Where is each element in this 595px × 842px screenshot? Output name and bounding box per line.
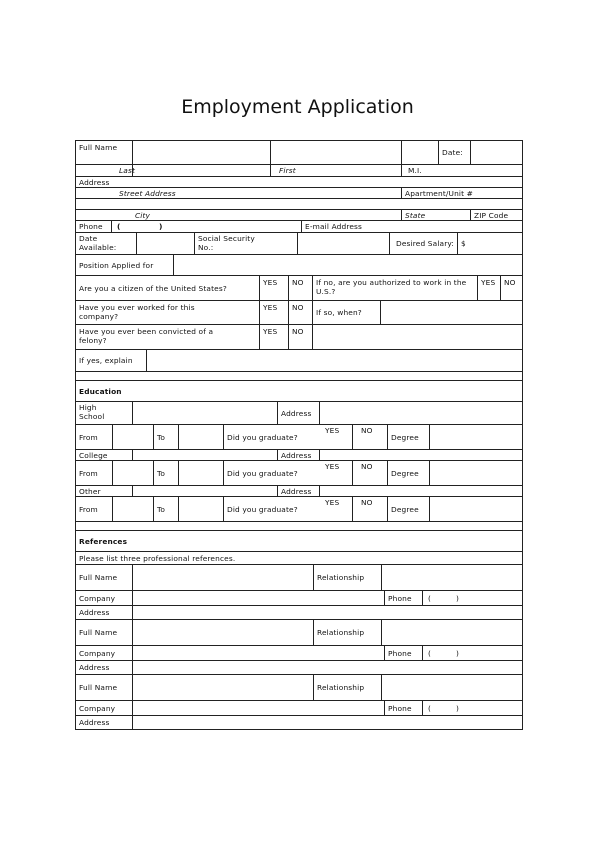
ref2-company-row <box>75 645 523 660</box>
ref1-address-label: Address <box>79 608 110 617</box>
other-address-field[interactable] <box>319 486 522 496</box>
address-row <box>75 176 523 187</box>
college-from-field[interactable] <box>112 461 153 485</box>
high-school-address-field[interactable] <box>319 402 522 424</box>
ref3-full-name-field[interactable] <box>132 675 313 700</box>
college-graduate-no[interactable]: NO <box>352 461 387 485</box>
ref3-address-label: Address <box>79 718 110 727</box>
ref3-phone-field[interactable]: ( ) <box>422 701 522 715</box>
education-heading-row <box>75 380 523 401</box>
ref2-full-name-label: Full Name <box>79 628 118 637</box>
salary-field[interactable] <box>457 233 522 254</box>
first-hint: First <box>270 165 401 176</box>
last-name-field[interactable] <box>132 141 270 164</box>
worked-before-question: Have you ever worked for this company? <box>79 303 195 321</box>
felony-no[interactable]: NO <box>288 325 312 349</box>
references-heading-row <box>75 530 523 551</box>
explain-row <box>75 349 523 371</box>
page-title: Employment Application <box>181 96 414 118</box>
education-heading: Education <box>79 386 122 396</box>
ref2-name-row <box>75 619 523 645</box>
position-row <box>75 254 523 275</box>
ref2-full-name-field[interactable] <box>132 620 313 645</box>
college-label: College <box>79 451 108 460</box>
college-to-field[interactable] <box>178 461 223 485</box>
address-line2-row[interactable] <box>75 198 523 209</box>
ref2-phone-field[interactable]: ( ) <box>422 646 522 660</box>
street-hint-row <box>75 187 523 198</box>
ref1-relationship-label: Relationship <box>313 565 381 590</box>
citizen-no[interactable]: NO <box>288 276 312 300</box>
ref3-phone-label: Phone <box>384 701 422 715</box>
college-graduate-yes[interactable]: YES <box>325 462 340 471</box>
salary-symbol: $ <box>461 239 466 248</box>
other-label: Other <box>79 487 101 496</box>
references-heading: References <box>79 536 128 546</box>
college-from-label: From <box>79 468 98 478</box>
other-graduate-label: Did you graduate? <box>223 497 322 521</box>
spacer-row <box>75 371 523 380</box>
ref1-company-field[interactable] <box>132 591 384 605</box>
high-school-address-label: Address <box>277 402 319 424</box>
high-school-dates-row <box>75 424 523 449</box>
college-dates-row <box>75 460 523 485</box>
date-label: Date: <box>438 141 470 164</box>
ref3-relationship-field[interactable] <box>381 675 522 700</box>
college-degree-label: Degree <box>387 461 429 485</box>
if-yes-explain-label: If yes, explain <box>79 356 133 365</box>
ref3-full-name-label: Full Name <box>79 683 118 692</box>
ref2-address-field[interactable] <box>132 661 522 674</box>
other-to-field[interactable] <box>178 497 223 521</box>
street-address-hint: Street Address <box>119 189 176 198</box>
ref3-address-field[interactable] <box>132 716 522 729</box>
zip-hint: ZIP Code <box>470 210 522 220</box>
college-graduate-label: Did you graduate? <box>223 461 322 485</box>
state-hint: State <box>401 210 470 220</box>
position-label: Position Applied for <box>79 260 154 270</box>
position-field[interactable] <box>173 255 522 275</box>
citizen-question: Are you a citizen of the United States? <box>79 283 227 293</box>
application-form <box>75 140 523 730</box>
ref3-company-row <box>75 700 523 715</box>
other-to-label: To <box>153 497 178 521</box>
other-address-label: Address <box>277 486 319 496</box>
authorized-question: If no, are you authorized to work in the U.S.? <box>312 276 477 300</box>
if-so-when-field[interactable] <box>380 301 522 324</box>
worked-before-no[interactable]: NO <box>288 301 312 324</box>
ref1-company-row <box>75 590 523 605</box>
hs-from-field[interactable] <box>112 425 153 449</box>
worked-before-row <box>75 300 523 324</box>
references-intro: Please list three professional references. <box>79 553 236 563</box>
phone-label: Phone <box>79 222 103 231</box>
ref1-address-row <box>75 605 523 619</box>
other-field[interactable] <box>132 486 277 496</box>
mi-field[interactable] <box>401 141 438 164</box>
if-so-when-label: If so, when? <box>312 301 380 324</box>
hs-degree-field[interactable] <box>429 425 522 449</box>
ref1-full-name-label: Full Name <box>79 573 118 582</box>
other-dates-row <box>75 496 523 521</box>
other-degree-label: Degree <box>387 497 429 521</box>
other-degree-field[interactable] <box>429 497 522 521</box>
ref1-relationship-field[interactable] <box>381 565 522 590</box>
college-degree-field[interactable] <box>429 461 522 485</box>
ref3-company-label: Company <box>79 703 116 713</box>
apartment-hint: Apartment/Unit # <box>401 188 522 198</box>
hs-graduate-yes[interactable]: YES <box>325 426 340 435</box>
email-label: E-mail Address <box>301 221 522 232</box>
full-name-row <box>75 140 523 164</box>
first-name-field[interactable] <box>270 141 401 164</box>
date-available-field[interactable] <box>136 233 194 254</box>
ref1-name-row <box>75 564 523 590</box>
date-field[interactable] <box>470 141 522 164</box>
availability-row <box>75 232 523 254</box>
other-row <box>75 485 523 496</box>
ref2-company-field[interactable] <box>132 646 384 660</box>
other-from-field[interactable] <box>112 497 153 521</box>
hs-degree-label: Degree <box>387 425 429 449</box>
ref3-company-field[interactable] <box>132 701 384 715</box>
phone-field[interactable] <box>111 221 301 232</box>
other-graduate-yes[interactable]: YES <box>325 498 340 507</box>
hs-to-field[interactable] <box>178 425 223 449</box>
citizen-yes[interactable]: YES <box>259 276 288 300</box>
desired-salary-label: Desired Salary: <box>389 233 457 254</box>
ref3-relationship-label: Relationship <box>313 675 381 700</box>
city-hint: City <box>135 211 151 220</box>
high-school-field[interactable] <box>132 402 277 424</box>
phone-close-paren: ) <box>159 222 163 231</box>
phone-open-paren: ( <box>117 222 121 231</box>
city-state-zip-row <box>75 209 523 220</box>
ref3-name-row <box>75 674 523 700</box>
ref1-phone-label: Phone <box>384 591 422 605</box>
citizen-row <box>75 275 523 300</box>
explain-field[interactable] <box>146 350 522 371</box>
high-school-label: High School <box>79 403 105 421</box>
felony-question: Have you ever been convicted of a felony? <box>79 327 214 345</box>
felony-yes[interactable]: YES <box>259 325 288 349</box>
ref1-full-name-field[interactable] <box>132 565 313 590</box>
worked-before-yes[interactable]: YES <box>259 301 288 324</box>
name-hints-row <box>75 164 523 176</box>
hs-graduate-no[interactable]: NO <box>352 425 387 449</box>
authorized-no[interactable]: NO <box>500 276 522 300</box>
ref3-address-row <box>75 715 523 730</box>
authorized-yes[interactable]: YES <box>477 276 500 300</box>
hs-from-label: From <box>79 432 98 442</box>
spacer-row-2 <box>75 521 523 530</box>
hs-to-label: To <box>153 425 178 449</box>
date-available-label: Date Available: <box>79 234 117 252</box>
last-hint: Last <box>119 166 135 175</box>
ref2-relationship-label: Relationship <box>313 620 381 645</box>
ref2-address-label: Address <box>79 663 110 672</box>
ref2-address-row <box>75 660 523 674</box>
other-from-label: From <box>79 504 98 514</box>
mi-hint: M.I. <box>401 165 470 176</box>
college-to-label: To <box>153 461 178 485</box>
address-label: Address <box>79 178 110 187</box>
college-row <box>75 449 523 460</box>
hs-graduate-label: Did you graduate? <box>223 425 322 449</box>
college-address-label: Address <box>277 450 319 460</box>
felony-row <box>75 324 523 349</box>
high-school-row <box>75 401 523 424</box>
phone-email-row <box>75 220 523 232</box>
ssn-field[interactable] <box>297 233 389 254</box>
references-intro-row <box>75 551 523 564</box>
ref2-company-label: Company <box>79 648 116 658</box>
college-field[interactable] <box>132 450 277 460</box>
ref2-relationship-field[interactable] <box>381 620 522 645</box>
ref1-phone-field[interactable]: ( ) <box>422 591 522 605</box>
college-address-field[interactable] <box>319 450 522 460</box>
ssn-label: Social Security No.: <box>194 233 297 254</box>
other-graduate-no[interactable]: NO <box>352 497 387 521</box>
ref2-phone-label: Phone <box>384 646 422 660</box>
full-name-label: Full Name <box>79 143 118 152</box>
ref1-company-label: Company <box>79 593 116 603</box>
ref1-address-field[interactable] <box>132 606 522 619</box>
